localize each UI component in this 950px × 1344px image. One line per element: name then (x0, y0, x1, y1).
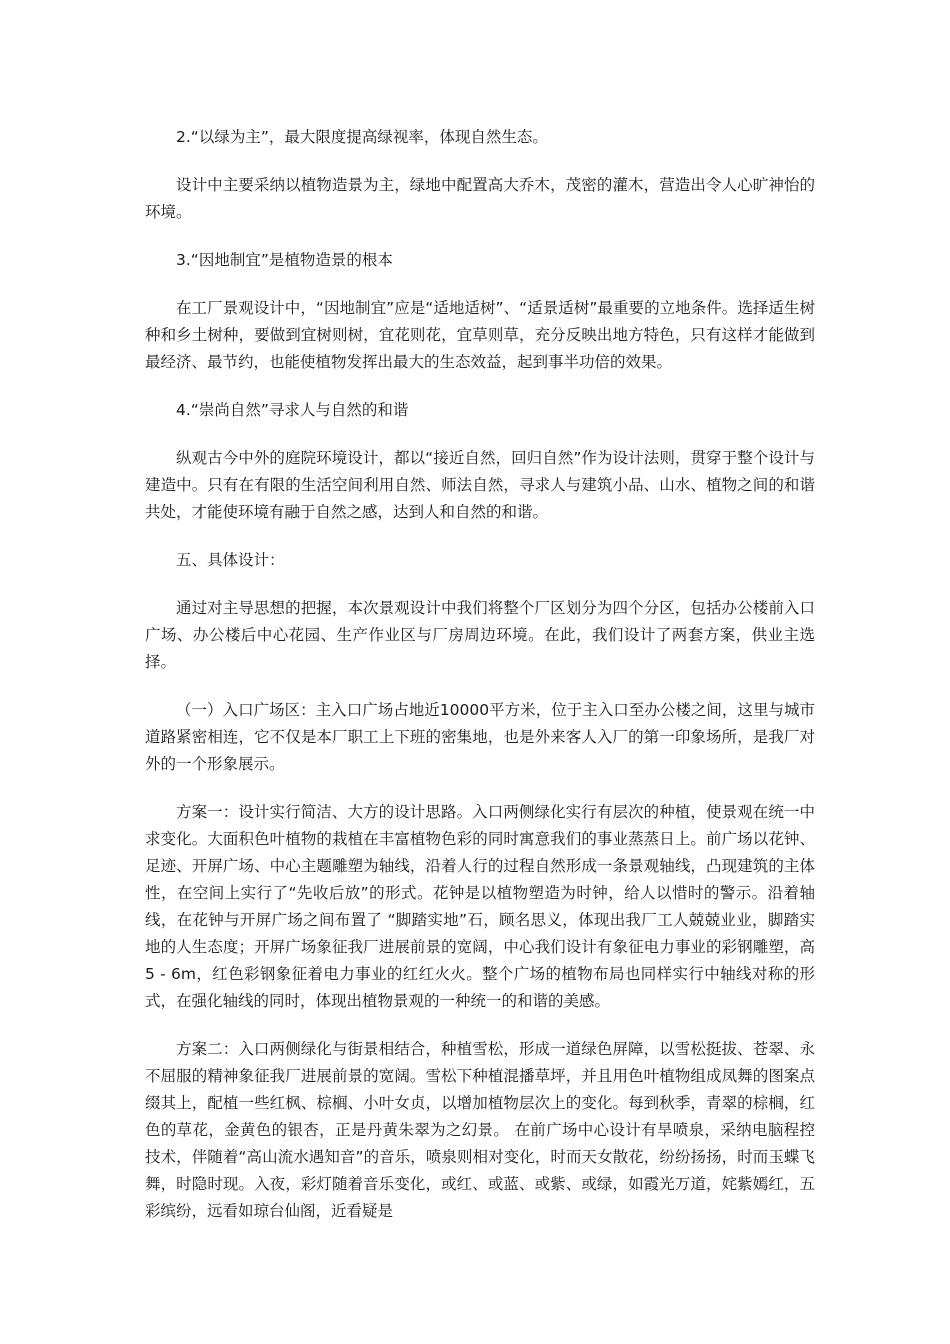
section-heading-advocate-nature: 4.“崇尚自然”寻求人与自然的和谐 (176, 401, 409, 419)
paragraph-plan-one: 方案一：设计实行简洁、大方的设计思路。入口两侧绿化实行有层次的种植，使景观在统一中求变化。大面积色叶植物的栽植在丰富植物色彩的同时寓意我们的事业蒸蒸日上。前广场以花钟、足迹、开屏广场、中心主题雕塑为轴线，沿着人行的过程自然形成一条景观轴线，凸现建筑的主体性，在空间上实行了“先收后放”的形式。花钟是以植物塑造为时钟，给人以惜时的警示。沿着轴线，在花钟与开屏广场之间布置了 “脚踏实地”石，顾名思义，体现出我厂工人兢兢业业，脚踏实地的人生态度；开屏广场象征我厂进展前景的宽阔，中心我们设计有象征电力事业的彩钢雕塑，高5 - 6m，红色彩钢象征着电力事业的红红火火。整个广场的植物布局也同样实行中轴线对称的形式，在强化轴线的同时，体现出植物景观的一种统一的和谐的美感。 (145, 803, 815, 1010)
document-body (145, 124, 815, 1246)
paragraph-local-conditions: 在工厂景观设计中，“因地制宜”应是“适地适树”、“适景适树”最重要的立地条件。选择适生树种和乡土树种，要做到宜树则树，宜花则花，宜草则草，充分反映出地方特色，只有这样才能做到最经济、最节约，也能使植物发挥出最大的生态效益，起到事半功倍的效果。 (145, 299, 815, 371)
section-heading-specific-design: 五、具体设计： (176, 551, 285, 569)
paragraph-zone-division: 通过对主导思想的把握，本次景观设计中我们将整个厂区划分为四个分区，包括办公楼前入口广场、办公楼后中心花园、生产作业区与厂房周边环境。在此，我们设计了两套方案，供业主选择。 (145, 599, 815, 671)
paragraph-entrance-plaza: （一）入口广场区：主入口广场占地近10000平方米，位于主入口至办公楼之间，这里与城市道路紧密相连，它不仅是本厂职工上下班的密集地，也是外来客人入厂的第一印象场所，是我厂对外的一个形象展示。 (145, 701, 815, 773)
paragraph-plan-two: 方案二：入口两侧绿化与街景相结合，种植雪松，形成一道绿色屏障，以雪松挺拔、苍翠、永不屈服的精神象征我厂进展前景的宽阔。雪松下种植混播草坪，并且用色叶植物组成凤舞的图案点缀其上，配植一些红枫、棕榈、小叶女贞，以增加植物层次上的变化。每到秋季，青翠的棕榈，红色的草花，金黄色的银杏，正是丹黄朱翠为之幻景。 在前广场中心设计有旱喷泉，采纳电脑程控技术，伴随着“高山流水遇知音”的音乐，喷泉则相对变化，时而天女散花，纷纷扬扬，时而玉蝶飞舞，时隐时现。入夜，彩灯随着音乐变化，或红、或蓝、或紫、或绿，如霞光万道，姹紫嫣红，五彩缤纷，远看如琼台仙阁，近看疑是 (145, 1040, 815, 1220)
paragraph-plant-landscaping: 设计中主要采纳以植物造景为主，绿地中配置高大乔木，茂密的灌木，营造出令人心旷神怡的环境。 (145, 176, 815, 221)
section-heading-green-first: 2.“以绿为主”，最大限度提高绿视率，体现自然生态。 (176, 128, 548, 146)
paragraph-harmony-with-nature: 纵观古今中外的庭院环境设计，都以“接近自然，回归自然”作为设计法则，贯穿于整个设计与建造中。只有在有限的生活空间利用自然、师法自然，寻求人与建筑小品、山水、植物之间的和谐共处，才能使环境有融于自然之感，达到人和自然的和谐。 (145, 449, 815, 521)
section-heading-adapt-to-local: 3.“因地制宜”是植物造景的根本 (176, 251, 393, 269)
